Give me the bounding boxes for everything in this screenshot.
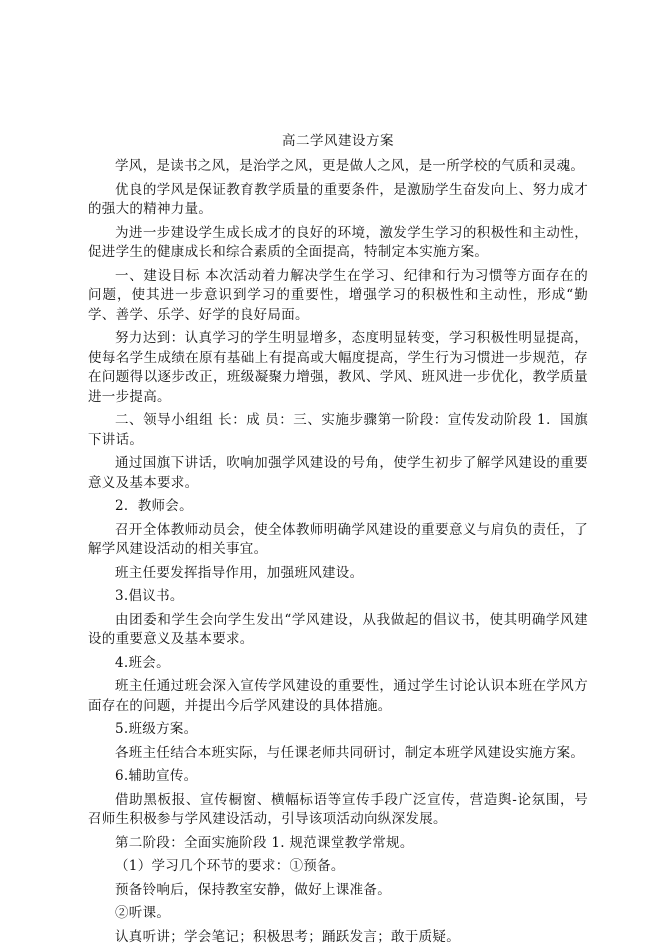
paragraph-19: 第二阶段：全面实施阶段 1. 规范课堂教学常规。 [115,834,414,851]
paragraph-20: （1）学习几个环节的要求：①预备。 [115,858,345,874]
paragraph-8: 2．教师会。 [115,498,193,514]
paragraph-11: 3.倡议书。 [115,588,184,604]
paragraph-2: 优良的学风是保证教育教学质量的重要条件，是激励学生奋发向上、努力成才的强大的精神力量。 [88,181,588,217]
paragraph-16: 各班主任结合本班实际，与任课老师共同研讨，制定本班学风建设实施方案。 [115,744,585,761]
paragraph-17: 6.辅助宣传。 [115,768,198,784]
document-page [88,131,588,951]
paragraph-18: 借助黑板报、宣传橱窗、横幅标语等宣传手段广泛宣传，营造舆-论氛围，号召师生积极参与学风建设活动，引导该项活动向纵深发展。 [88,791,588,827]
paragraph-12: 由团委和学生会向学生发出“学风建设，从我做起的倡议书，使其明确学风建设的重要意义及基本要求。 [88,611,588,647]
paragraph-13: 4.班会。 [115,654,170,671]
paragraph-3: 为进一步建设学生成长成才的良好的环境，激发学生学习的积极性和主动性，促进学生的健康成长和综合素质的全面提高，特制定本实施方案。 [88,224,588,260]
paragraph-15: 5.班级方案。 [115,721,198,737]
paragraph-10: 班主任要发挥指导作用，加强班风建设。 [115,564,364,581]
paragraph-6: 二、领导小组组 长：成 员：三、实施步骤第一阶段：宣传发动阶段 1．国旗下讲话。 [88,412,588,448]
document-title: 高二学风建设方案 [282,133,394,149]
paragraph-7: 通过国旗下讲话，吹响加强学风建设的号角，使学生初步了解学风建设的重要意义及基本要求。 [88,455,588,491]
paragraph-22: ②听课。 [115,905,171,921]
paragraph-4: 一、建设目标 本次活动着力解决学生在学习、纪律和行为习惯等方面存在的问题，使其进一步意识到学习的重要性，增强学习的积极性和主动性，形成“勤学、善学、乐学、好学的良好局面。 [88,267,588,323]
paragraph-23: 认真听讲；学会笔记；积极思考；踊跃发言；敢于质疑。 [115,928,460,945]
paragraph-9: 召开全体教师动员会，使全体教师明确学风建设的重要意义与肩负的责任，了解学风建设活动的相关事宜。 [88,521,588,557]
paragraph-1: 学风，是读书之风，是治学之风，更是做人之风，是一所学校的气质和灵魂。 [115,158,585,174]
paragraph-5: 努力达到：认真学习的学生明显增多，态度明显转变，学习积极性明显提高，使每名学生成绩在原有基础上有提高或大幅度提高，学生行为习惯进一步规范，存在问题得以逐步改正，班级凝聚力增强，教风、学风、班风进一步优化，教学质量进一步提高。 [88,330,588,405]
paragraph-21: 预备铃响后，保持教室安静，做好上课准备。 [115,881,391,898]
paragraph-14: 班主任通过班会深入宣传学风建设的重要性，通过学生讨论认识本班在学风方面存在的问题，并提出今后学风建设的具体措施。 [88,678,588,714]
